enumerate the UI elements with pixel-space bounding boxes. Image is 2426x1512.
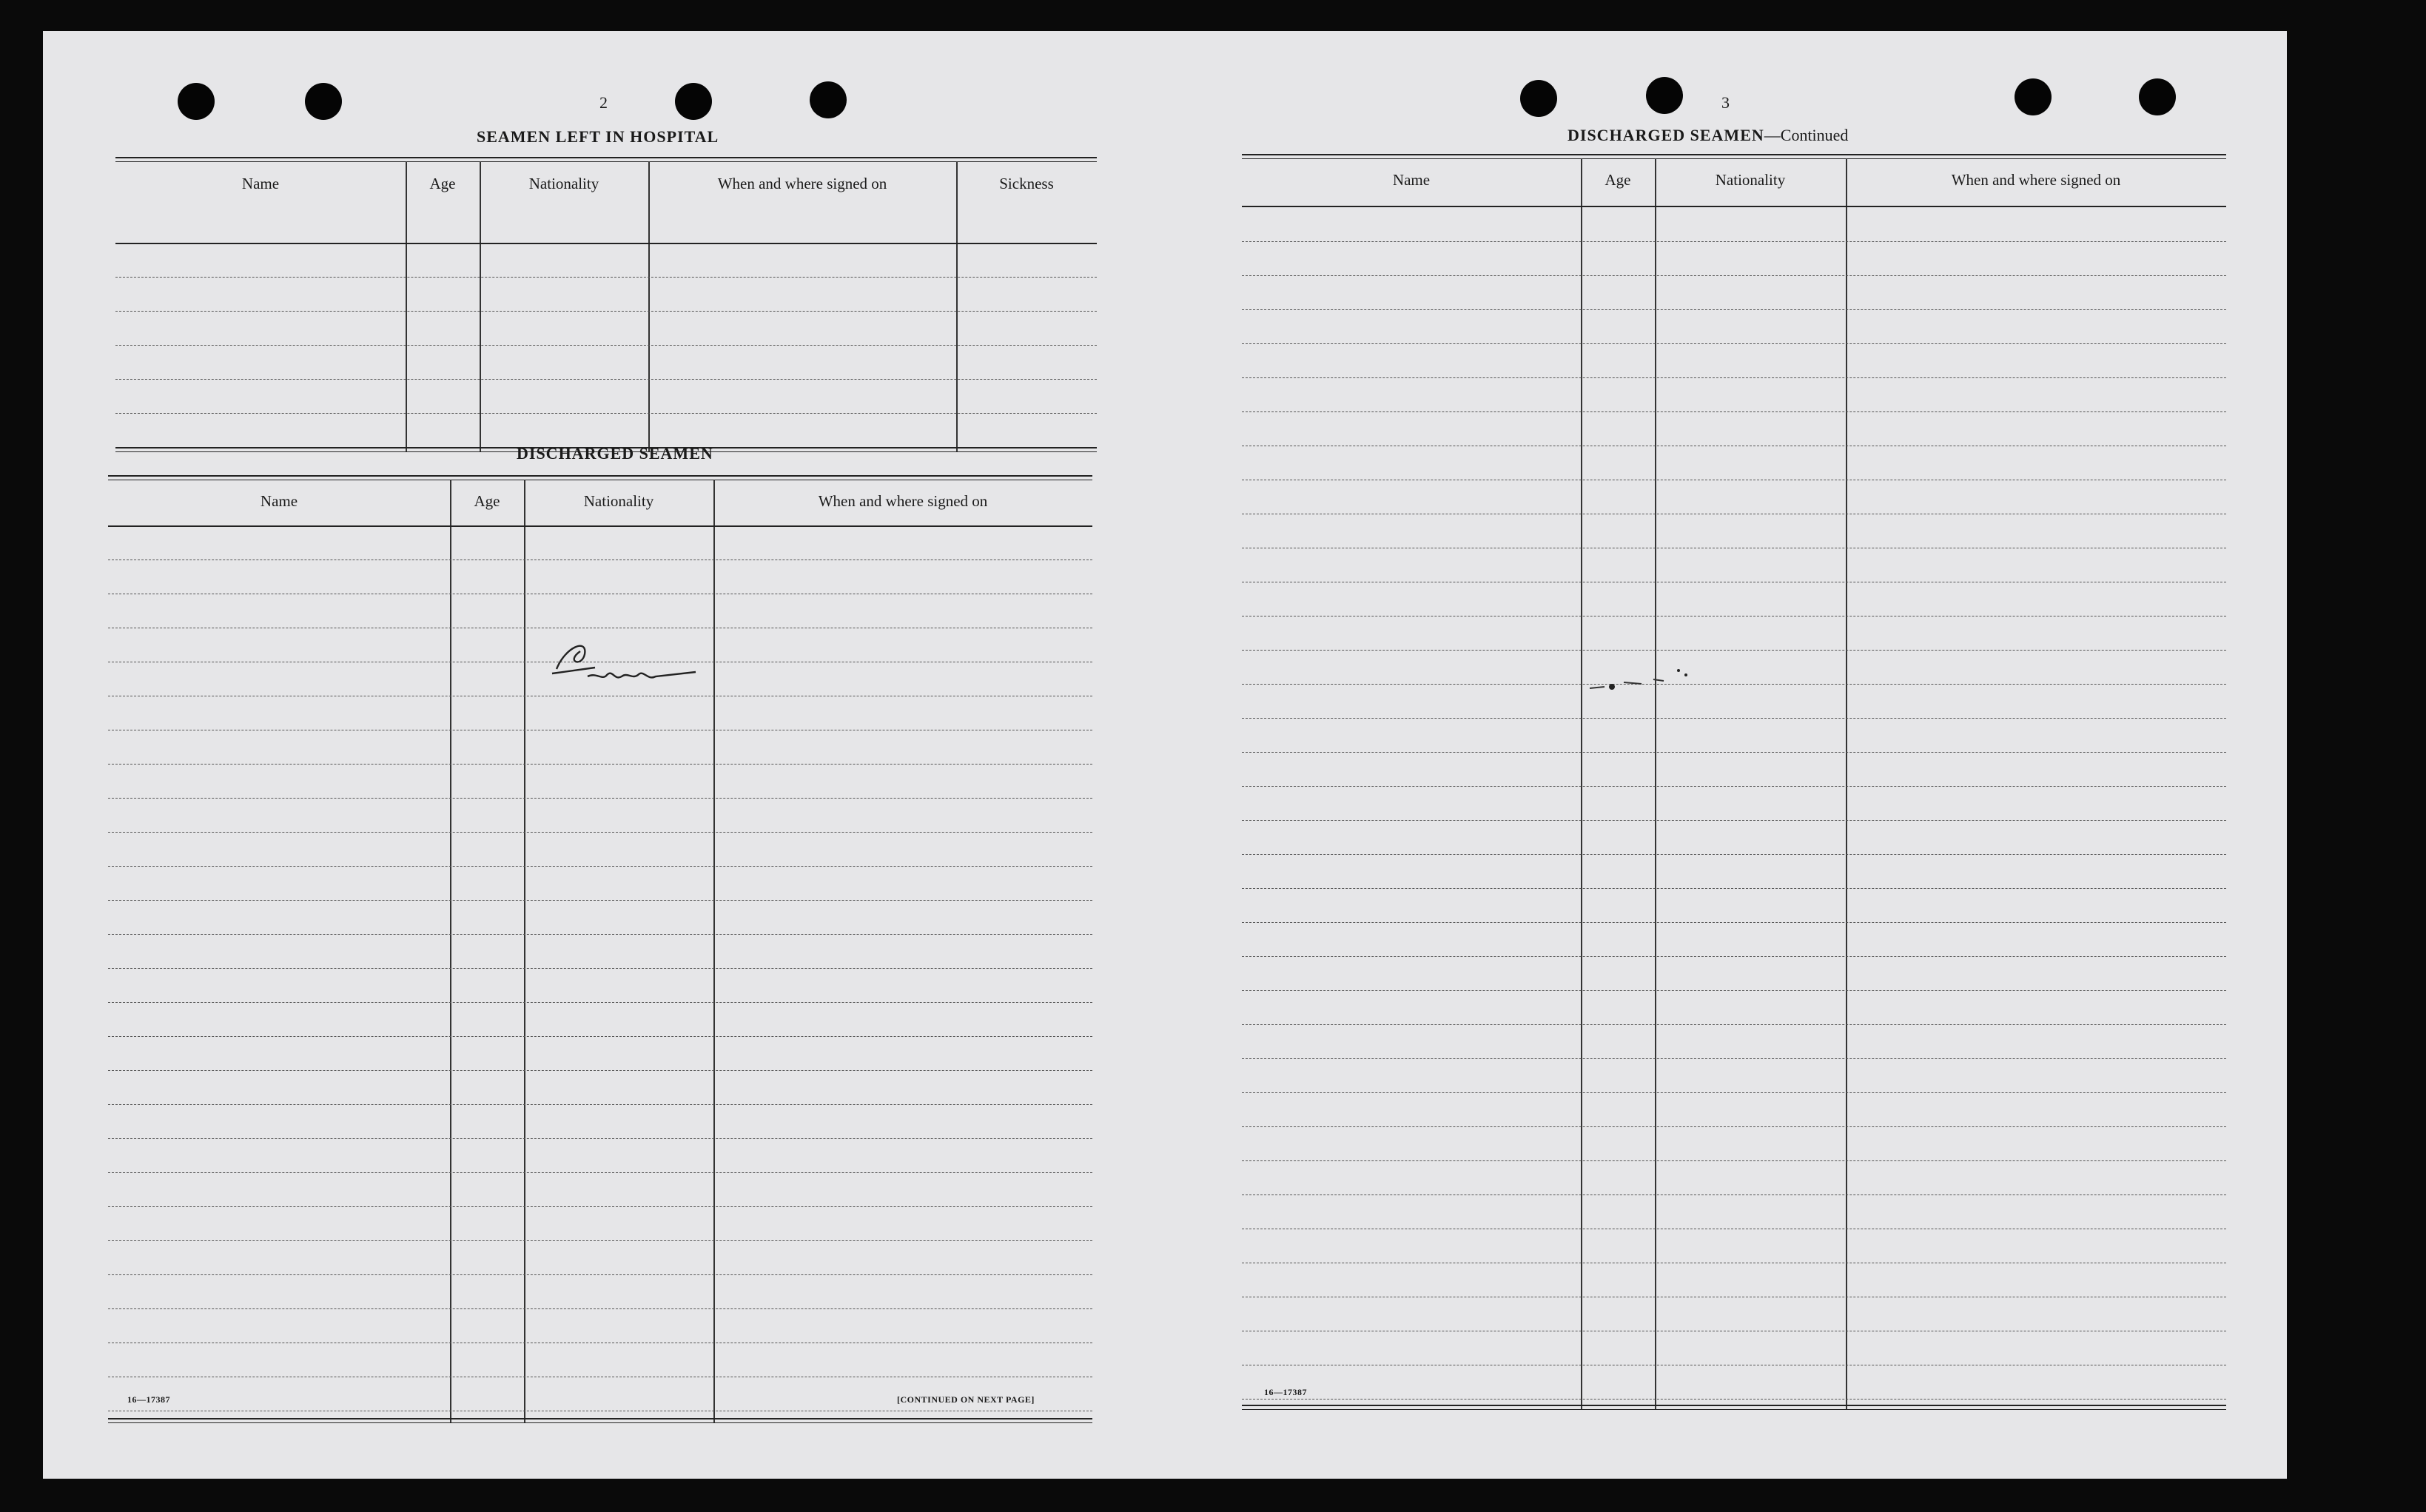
ruled-line: [1242, 1126, 2226, 1127]
form-number: 16—17387: [127, 1394, 170, 1405]
discharged-title-text: DISCHARGED SEAMEN: [1568, 126, 1764, 144]
ruled-line: [1242, 1092, 2226, 1093]
page-number: 3: [1721, 93, 1730, 112]
handwriting-mark: [551, 632, 699, 691]
ruled-line: [1242, 684, 2226, 685]
ruled-line: [1242, 1160, 2226, 1161]
ruled-line: [1242, 411, 2226, 412]
col-header-age: Age: [429, 174, 456, 192]
ruled-line: [1242, 752, 2226, 753]
col-header-nationality: Nationality: [583, 491, 654, 510]
ruled-line: [108, 1070, 1092, 1071]
ruled-line: [1242, 990, 2226, 991]
ruled-line: [108, 968, 1092, 969]
col-header-name: Name: [260, 491, 298, 510]
punch-hole: [2139, 78, 2176, 115]
hospital-table: [115, 157, 1097, 453]
ruled-line: [108, 934, 1092, 935]
hospital-section-title: SEAMEN LEFT IN HOSPITAL: [477, 127, 719, 146]
document-spread: [43, 31, 2287, 1479]
ruled-line: [108, 764, 1092, 765]
ruled-line: [1242, 241, 2226, 242]
col-header-signed-on: When and where signed on: [717, 174, 887, 192]
ruled-line: [108, 798, 1092, 799]
continued-suffix: —Continued: [1764, 126, 1849, 144]
ruled-line: [1242, 309, 2226, 310]
ruled-line: [108, 1104, 1092, 1105]
ruled-line: [1242, 888, 2226, 889]
ruled-line: [1242, 1399, 2226, 1400]
ruled-line: [108, 1240, 1092, 1241]
ruled-line: [1242, 718, 2226, 719]
ruled-line: [1242, 820, 2226, 821]
punch-hole: [178, 83, 215, 120]
col-header-name: Name: [241, 174, 280, 192]
col-header-name: Name: [1392, 170, 1431, 189]
col-header-signed-on: When and where signed on: [1951, 170, 2121, 189]
ruled-line: [108, 1172, 1092, 1173]
ruled-line: [108, 1138, 1092, 1139]
ruled-line: [1242, 343, 2226, 344]
punch-hole: [810, 81, 847, 118]
discharged-table-right: [1242, 154, 2226, 1412]
punch-hole: [1646, 77, 1683, 114]
punch-hole: [675, 83, 712, 120]
continued-note: [CONTINUED ON NEXT PAGE]: [897, 1394, 1035, 1405]
ruled-line: [108, 832, 1092, 833]
ruled-line: [108, 866, 1092, 867]
discharged-table-left: [108, 475, 1092, 1424]
ruled-line: [1242, 956, 2226, 957]
ruled-line: [108, 1206, 1092, 1207]
punch-hole: [305, 83, 342, 120]
page-number: 2: [599, 93, 608, 112]
form-number: 16—17387: [1264, 1387, 1307, 1397]
punch-hole: [1520, 80, 1557, 117]
ruled-line: [1242, 854, 2226, 855]
discharged-section-title: DISCHARGED SEAMEN: [517, 444, 713, 463]
col-header-nationality: Nationality: [528, 174, 599, 192]
col-header-age: Age: [1605, 170, 1631, 189]
discharged-continued-title: [1568, 126, 1848, 145]
punch-hole: [2015, 78, 2052, 115]
ruled-line: [1242, 377, 2226, 378]
ink-specks: [1582, 657, 1701, 702]
col-header-sickness: Sickness: [999, 174, 1054, 192]
ruled-line: [108, 1308, 1092, 1309]
col-header-age: Age: [474, 491, 500, 510]
ruled-line: [108, 1002, 1092, 1003]
ruled-line: [1242, 786, 2226, 787]
ruled-line: [1242, 1024, 2226, 1025]
ruled-line: [1242, 650, 2226, 651]
ruled-line: [1242, 1058, 2226, 1059]
col-header-nationality: Nationality: [1715, 170, 1786, 189]
ruled-line: [108, 1274, 1092, 1275]
col-header-signed-on: When and where signed on: [818, 491, 988, 510]
ruled-line: [1242, 922, 2226, 923]
ruled-line: [1242, 275, 2226, 276]
ruled-line: [108, 1036, 1092, 1037]
ruled-line: [108, 900, 1092, 901]
